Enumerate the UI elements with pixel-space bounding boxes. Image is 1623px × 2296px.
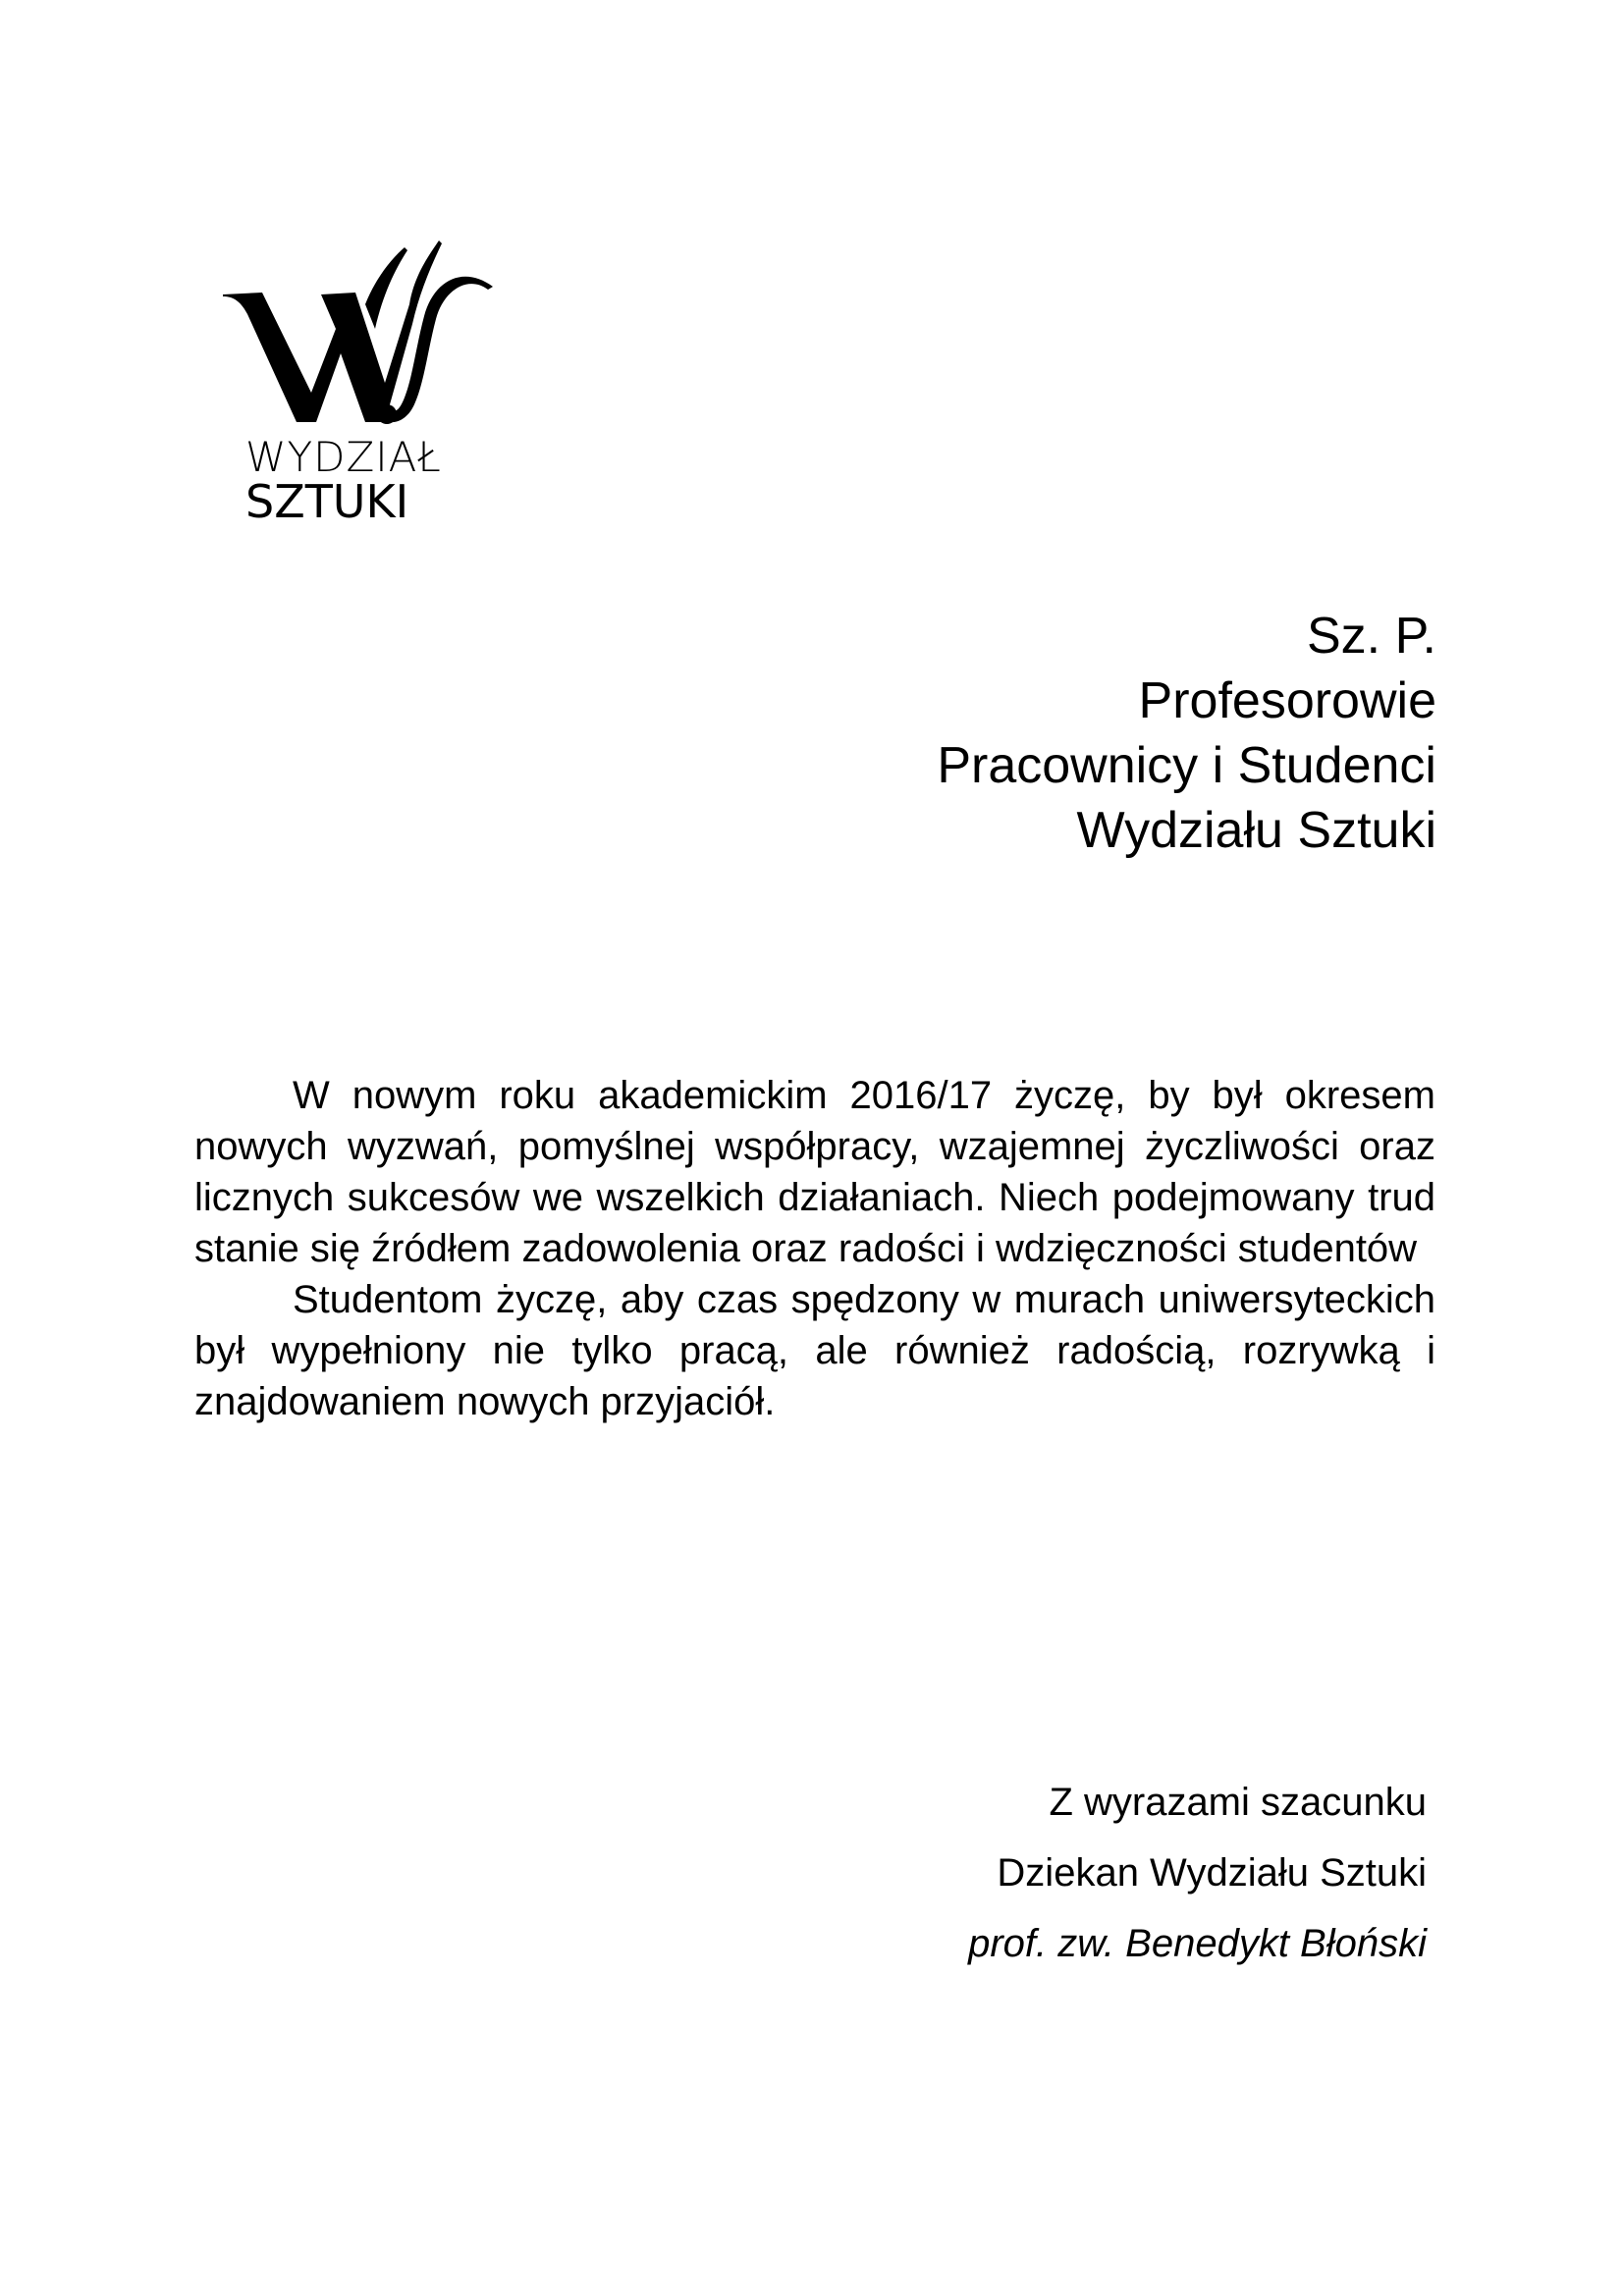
addressee-line: Pracownicy i Studenci	[937, 737, 1436, 794]
addressee-line: Profesorowie	[1138, 672, 1436, 729]
body-paragraph: Studentom życzę, aby czas spędzony w murach uniwersyteckich był wypełniony nie tylko pracą, ale również radością, rozrywką i znajdowaniem nowych przyjaciół.	[194, 1278, 1435, 1423]
logo-text-line1: WYDZIAŁ	[245, 433, 443, 481]
body-paragraph: W nowym roku akademickim 2016/17 życzę, by był okresem nowych wyzwań, pomyślnej współpracy, wzajemnej życzliwości oraz licznych sukcesów we wszelkich działaniach. Niech podejmowany trud stanie się źródłem zadowolenia oraz radości i wdzięczności studentów	[194, 1074, 1435, 1270]
logo-text-line2: SZTUKI	[245, 475, 409, 528]
closing-block	[968, 1767, 1427, 1979]
closing-title: Dziekan Wydziału Sztuki	[997, 1851, 1427, 1895]
closing-signature: prof. zw. Benedykt Błoński	[968, 1922, 1427, 1965]
closing-greeting: Z wyrazami szacunku	[1049, 1781, 1427, 1824]
addressee-block	[937, 604, 1436, 863]
ws-monogram-icon	[218, 236, 503, 432]
addressee-line: Sz. P.	[1306, 608, 1436, 665]
letter-body	[194, 1070, 1435, 1427]
faculty-logo	[218, 236, 503, 540]
addressee-line: Wydziału Sztuki	[1076, 802, 1436, 859]
